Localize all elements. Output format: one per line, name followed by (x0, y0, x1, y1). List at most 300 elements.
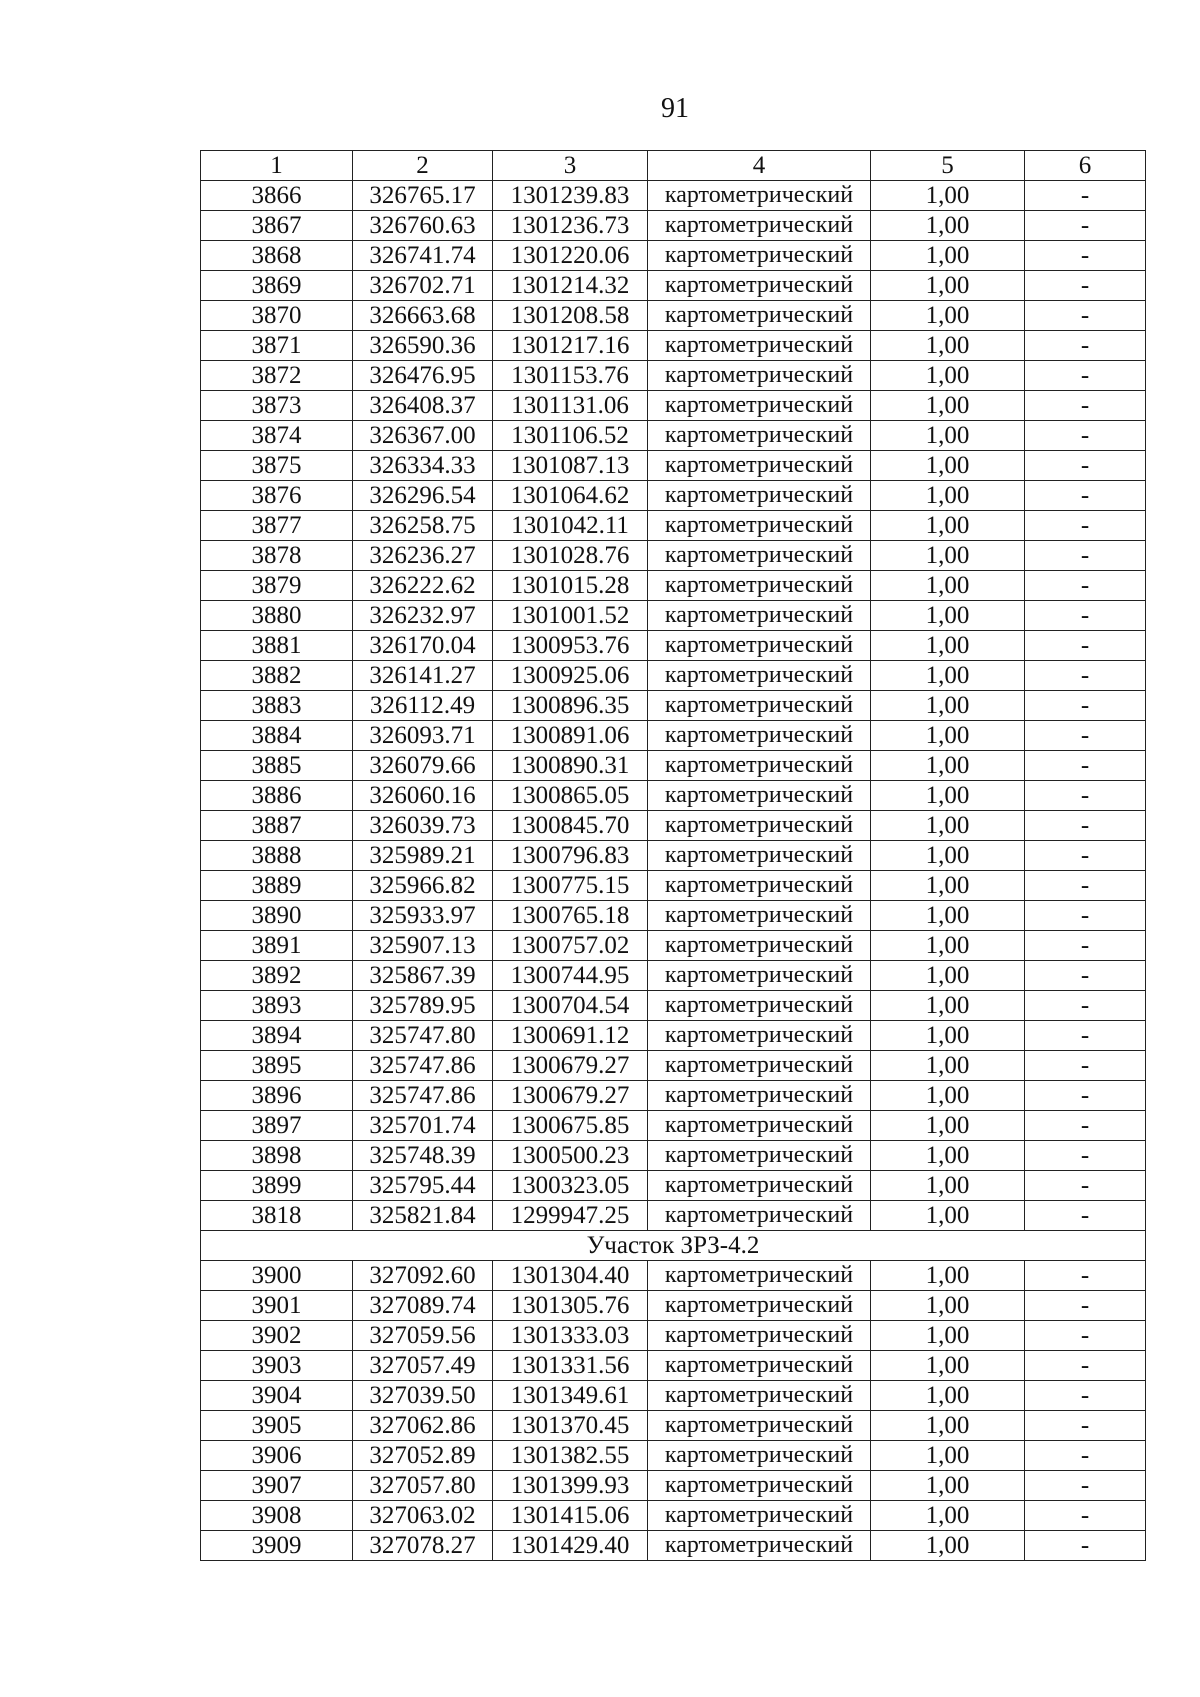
note-cell: - (1025, 1291, 1146, 1321)
accuracy-cell: 1,00 (871, 1081, 1025, 1111)
column-header: 4 (648, 151, 871, 181)
point-number-cell: 3870 (201, 301, 353, 331)
x-coordinate-cell: 326258.75 (353, 511, 493, 541)
note-cell: - (1025, 1111, 1146, 1141)
table-row (201, 1051, 1146, 1081)
y-coordinate-cell: 1301349.61 (493, 1381, 648, 1411)
method-cell: картометрический (648, 1141, 871, 1171)
table-row (201, 1111, 1146, 1141)
x-coordinate-cell: 326476.95 (353, 361, 493, 391)
point-number-cell: 3880 (201, 601, 353, 631)
x-coordinate-cell: 326408.37 (353, 391, 493, 421)
method-cell: картометрический (648, 901, 871, 931)
point-number-cell: 3883 (201, 691, 353, 721)
method-cell: картометрический (648, 991, 871, 1021)
accuracy-cell: 1,00 (871, 721, 1025, 751)
method-cell: картометрический (648, 541, 871, 571)
point-number-cell: 3867 (201, 211, 353, 241)
note-cell: - (1025, 1201, 1146, 1231)
x-coordinate-cell: 325907.13 (353, 931, 493, 961)
method-cell: картометрический (648, 811, 871, 841)
point-number-cell: 3900 (201, 1261, 353, 1291)
table-row (201, 1501, 1146, 1531)
method-cell: картометрический (648, 841, 871, 871)
x-coordinate-cell: 325795.44 (353, 1171, 493, 1201)
point-number-cell: 3905 (201, 1411, 353, 1441)
y-coordinate-cell: 1301087.13 (493, 451, 648, 481)
x-coordinate-cell: 325867.39 (353, 961, 493, 991)
note-cell: - (1025, 601, 1146, 631)
table-row (201, 1141, 1146, 1171)
accuracy-cell: 1,00 (871, 541, 1025, 571)
point-number-cell: 3866 (201, 181, 353, 211)
method-cell: картометрический (648, 1531, 871, 1561)
table-row (201, 961, 1146, 991)
point-number-cell: 3892 (201, 961, 353, 991)
accuracy-cell: 1,00 (871, 1351, 1025, 1381)
accuracy-cell: 1,00 (871, 181, 1025, 211)
y-coordinate-cell: 1300796.83 (493, 841, 648, 871)
accuracy-cell: 1,00 (871, 451, 1025, 481)
table-row (201, 661, 1146, 691)
section-title-row (201, 1231, 1146, 1261)
table-row (201, 991, 1146, 1021)
y-coordinate-cell: 1301331.56 (493, 1351, 648, 1381)
note-cell: - (1025, 241, 1146, 271)
point-number-cell: 3897 (201, 1111, 353, 1141)
table-row (201, 361, 1146, 391)
y-coordinate-cell: 1299947.25 (493, 1201, 648, 1231)
x-coordinate-cell: 326141.27 (353, 661, 493, 691)
table-row (201, 451, 1146, 481)
y-coordinate-cell: 1300691.12 (493, 1021, 648, 1051)
accuracy-cell: 1,00 (871, 1141, 1025, 1171)
table-row (201, 601, 1146, 631)
accuracy-cell: 1,00 (871, 241, 1025, 271)
method-cell: картометрический (648, 781, 871, 811)
x-coordinate-cell: 326765.17 (353, 181, 493, 211)
x-coordinate-cell: 326236.27 (353, 541, 493, 571)
method-cell: картометрический (648, 331, 871, 361)
y-coordinate-cell: 1300500.23 (493, 1141, 648, 1171)
point-number-cell: 3868 (201, 241, 353, 271)
point-number-cell: 3875 (201, 451, 353, 481)
x-coordinate-cell: 326170.04 (353, 631, 493, 661)
y-coordinate-cell: 1300890.31 (493, 751, 648, 781)
y-coordinate-cell: 1301131.06 (493, 391, 648, 421)
note-cell: - (1025, 361, 1146, 391)
x-coordinate-cell: 326760.63 (353, 211, 493, 241)
column-header: 3 (493, 151, 648, 181)
x-coordinate-cell: 325747.80 (353, 1021, 493, 1051)
accuracy-cell: 1,00 (871, 811, 1025, 841)
note-cell: - (1025, 691, 1146, 721)
note-cell: - (1025, 841, 1146, 871)
y-coordinate-cell: 1301208.58 (493, 301, 648, 331)
note-cell: - (1025, 1051, 1146, 1081)
note-cell: - (1025, 1351, 1146, 1381)
y-coordinate-cell: 1301333.03 (493, 1321, 648, 1351)
note-cell: - (1025, 331, 1146, 361)
point-number-cell: 3869 (201, 271, 353, 301)
x-coordinate-cell: 325989.21 (353, 841, 493, 871)
y-coordinate-cell: 1300925.06 (493, 661, 648, 691)
point-number-cell: 3899 (201, 1171, 353, 1201)
y-coordinate-cell: 1300896.35 (493, 691, 648, 721)
x-coordinate-cell: 326093.71 (353, 721, 493, 751)
note-cell: - (1025, 1501, 1146, 1531)
note-cell: - (1025, 181, 1146, 211)
note-cell: - (1025, 1141, 1146, 1171)
x-coordinate-cell: 327089.74 (353, 1291, 493, 1321)
point-number-cell: 3881 (201, 631, 353, 661)
table-row (201, 721, 1146, 751)
point-number-cell: 3878 (201, 541, 353, 571)
point-number-cell: 3891 (201, 931, 353, 961)
accuracy-cell: 1,00 (871, 661, 1025, 691)
point-number-cell: 3898 (201, 1141, 353, 1171)
method-cell: картометрический (648, 1021, 871, 1051)
y-coordinate-cell: 1300775.15 (493, 871, 648, 901)
note-cell: - (1025, 991, 1146, 1021)
y-coordinate-cell: 1301001.52 (493, 601, 648, 631)
note-cell: - (1025, 211, 1146, 241)
y-coordinate-cell: 1300704.54 (493, 991, 648, 1021)
table-row (201, 1381, 1146, 1411)
y-coordinate-cell: 1301382.55 (493, 1441, 648, 1471)
note-cell: - (1025, 301, 1146, 331)
method-cell: картометрический (648, 451, 871, 481)
column-header: 5 (871, 151, 1025, 181)
point-number-cell: 3907 (201, 1471, 353, 1501)
method-cell: картометрический (648, 1351, 871, 1381)
table-row (201, 1021, 1146, 1051)
y-coordinate-cell: 1300675.85 (493, 1111, 648, 1141)
point-number-cell: 3873 (201, 391, 353, 421)
point-number-cell: 3888 (201, 841, 353, 871)
point-number-cell: 3879 (201, 571, 353, 601)
accuracy-cell: 1,00 (871, 1201, 1025, 1231)
accuracy-cell: 1,00 (871, 1501, 1025, 1531)
x-coordinate-cell: 325747.86 (353, 1051, 493, 1081)
point-number-cell: 3871 (201, 331, 353, 361)
method-cell: картометрический (648, 1381, 871, 1411)
accuracy-cell: 1,00 (871, 991, 1025, 1021)
x-coordinate-cell: 327039.50 (353, 1381, 493, 1411)
accuracy-cell: 1,00 (871, 1321, 1025, 1351)
table-row (201, 631, 1146, 661)
y-coordinate-cell: 1301064.62 (493, 481, 648, 511)
accuracy-cell: 1,00 (871, 1111, 1025, 1141)
note-cell: - (1025, 631, 1146, 661)
table-row (201, 691, 1146, 721)
method-cell: картометрический (648, 481, 871, 511)
x-coordinate-cell: 325821.84 (353, 1201, 493, 1231)
table-row (201, 541, 1146, 571)
accuracy-cell: 1,00 (871, 781, 1025, 811)
note-cell: - (1025, 1021, 1146, 1051)
x-coordinate-cell: 327057.49 (353, 1351, 493, 1381)
note-cell: - (1025, 931, 1146, 961)
x-coordinate-cell: 325933.97 (353, 901, 493, 931)
note-cell: - (1025, 811, 1146, 841)
table-row (201, 1261, 1146, 1291)
column-header: 1 (201, 151, 353, 181)
note-cell: - (1025, 1531, 1146, 1561)
accuracy-cell: 1,00 (871, 1441, 1025, 1471)
accuracy-cell: 1,00 (871, 1021, 1025, 1051)
accuracy-cell: 1,00 (871, 1411, 1025, 1441)
note-cell: - (1025, 661, 1146, 691)
section-title: Участок ЗРЗ-4.2 (201, 1231, 1146, 1261)
method-cell: картометрический (648, 391, 871, 421)
point-number-cell: 3886 (201, 781, 353, 811)
point-number-cell: 3876 (201, 481, 353, 511)
point-number-cell: 3882 (201, 661, 353, 691)
method-cell: картометрический (648, 1201, 871, 1231)
method-cell: картометрический (648, 301, 871, 331)
method-cell: картометрический (648, 691, 871, 721)
y-coordinate-cell: 1300765.18 (493, 901, 648, 931)
table-row (201, 1471, 1146, 1501)
table-row (201, 781, 1146, 811)
x-coordinate-cell: 325701.74 (353, 1111, 493, 1141)
table-row (201, 1351, 1146, 1381)
method-cell: картометрический (648, 631, 871, 661)
header-row (201, 151, 1146, 181)
method-cell: картометрический (648, 1411, 871, 1441)
y-coordinate-cell: 1301370.45 (493, 1411, 648, 1441)
x-coordinate-cell: 327063.02 (353, 1501, 493, 1531)
accuracy-cell: 1,00 (871, 631, 1025, 661)
y-coordinate-cell: 1301028.76 (493, 541, 648, 571)
note-cell: - (1025, 1441, 1146, 1471)
accuracy-cell: 1,00 (871, 961, 1025, 991)
method-cell: картометрический (648, 271, 871, 301)
method-cell: картометрический (648, 961, 871, 991)
note-cell: - (1025, 961, 1146, 991)
point-number-cell: 3901 (201, 1291, 353, 1321)
x-coordinate-cell: 326367.00 (353, 421, 493, 451)
y-coordinate-cell: 1301042.11 (493, 511, 648, 541)
point-number-cell: 3884 (201, 721, 353, 751)
y-coordinate-cell: 1300845.70 (493, 811, 648, 841)
accuracy-cell: 1,00 (871, 1381, 1025, 1411)
y-coordinate-cell: 1301153.76 (493, 361, 648, 391)
table-row (201, 481, 1146, 511)
method-cell: картометрический (648, 571, 871, 601)
accuracy-cell: 1,00 (871, 1261, 1025, 1291)
x-coordinate-cell: 327052.89 (353, 1441, 493, 1471)
method-cell: картометрический (648, 1111, 871, 1141)
y-coordinate-cell: 1301429.40 (493, 1531, 648, 1561)
note-cell: - (1025, 1081, 1146, 1111)
point-number-cell: 3903 (201, 1351, 353, 1381)
accuracy-cell: 1,00 (871, 1471, 1025, 1501)
point-number-cell: 3889 (201, 871, 353, 901)
x-coordinate-cell: 327062.86 (353, 1411, 493, 1441)
table-row (201, 1321, 1146, 1351)
accuracy-cell: 1,00 (871, 841, 1025, 871)
note-cell: - (1025, 391, 1146, 421)
method-cell: картометрический (648, 241, 871, 271)
column-header: 6 (1025, 151, 1146, 181)
note-cell: - (1025, 1321, 1146, 1351)
x-coordinate-cell: 326039.73 (353, 811, 493, 841)
note-cell: - (1025, 481, 1146, 511)
accuracy-cell: 1,00 (871, 1531, 1025, 1561)
note-cell: - (1025, 571, 1146, 601)
method-cell: картометрический (648, 1321, 871, 1351)
y-coordinate-cell: 1300865.05 (493, 781, 648, 811)
x-coordinate-cell: 326079.66 (353, 751, 493, 781)
note-cell: - (1025, 511, 1146, 541)
table-row (201, 1201, 1146, 1231)
method-cell: картометрический (648, 1171, 871, 1201)
y-coordinate-cell: 1301236.73 (493, 211, 648, 241)
x-coordinate-cell: 326296.54 (353, 481, 493, 511)
point-number-cell: 3874 (201, 421, 353, 451)
y-coordinate-cell: 1300744.95 (493, 961, 648, 991)
accuracy-cell: 1,00 (871, 421, 1025, 451)
y-coordinate-cell: 1301214.32 (493, 271, 648, 301)
x-coordinate-cell: 326741.74 (353, 241, 493, 271)
accuracy-cell: 1,00 (871, 1051, 1025, 1081)
method-cell: картометрический (648, 1471, 871, 1501)
x-coordinate-cell: 325789.95 (353, 991, 493, 1021)
table-row (201, 1171, 1146, 1201)
y-coordinate-cell: 1301239.83 (493, 181, 648, 211)
table-row (201, 511, 1146, 541)
y-coordinate-cell: 1301217.16 (493, 331, 648, 361)
accuracy-cell: 1,00 (871, 511, 1025, 541)
method-cell: картометрический (648, 601, 871, 631)
method-cell: картометрический (648, 1441, 871, 1471)
y-coordinate-cell: 1301304.40 (493, 1261, 648, 1291)
accuracy-cell: 1,00 (871, 931, 1025, 961)
table-row (201, 181, 1146, 211)
accuracy-cell: 1,00 (871, 691, 1025, 721)
accuracy-cell: 1,00 (871, 1291, 1025, 1321)
x-coordinate-cell: 327078.27 (353, 1531, 493, 1561)
point-number-cell: 3895 (201, 1051, 353, 1081)
accuracy-cell: 1,00 (871, 481, 1025, 511)
method-cell: картометрический (648, 931, 871, 961)
table-row (201, 271, 1146, 301)
method-cell: картометрический (648, 721, 871, 751)
note-cell: - (1025, 721, 1146, 751)
method-cell: картометрический (648, 871, 871, 901)
y-coordinate-cell: 1301415.06 (493, 1501, 648, 1531)
accuracy-cell: 1,00 (871, 1171, 1025, 1201)
y-coordinate-cell: 1300891.06 (493, 721, 648, 751)
y-coordinate-cell: 1300323.05 (493, 1171, 648, 1201)
point-number-cell: 3904 (201, 1381, 353, 1411)
note-cell: - (1025, 781, 1146, 811)
table-row (201, 841, 1146, 871)
point-number-cell: 3902 (201, 1321, 353, 1351)
table-row (201, 931, 1146, 961)
x-coordinate-cell: 327092.60 (353, 1261, 493, 1291)
point-number-cell: 3887 (201, 811, 353, 841)
y-coordinate-cell: 1300679.27 (493, 1081, 648, 1111)
point-number-cell: 3908 (201, 1501, 353, 1531)
point-number-cell: 3909 (201, 1531, 353, 1561)
note-cell: - (1025, 871, 1146, 901)
table-row (201, 241, 1146, 271)
note-cell: - (1025, 541, 1146, 571)
table-row (201, 1411, 1146, 1441)
x-coordinate-cell: 326663.68 (353, 301, 493, 331)
note-cell: - (1025, 451, 1146, 481)
accuracy-cell: 1,00 (871, 391, 1025, 421)
table-row (201, 211, 1146, 241)
table-row (201, 331, 1146, 361)
y-coordinate-cell: 1300953.76 (493, 631, 648, 661)
x-coordinate-cell: 327057.80 (353, 1471, 493, 1501)
x-coordinate-cell: 326334.33 (353, 451, 493, 481)
point-number-cell: 3872 (201, 361, 353, 391)
accuracy-cell: 1,00 (871, 301, 1025, 331)
point-number-cell: 3893 (201, 991, 353, 1021)
accuracy-cell: 1,00 (871, 361, 1025, 391)
table-row (201, 1291, 1146, 1321)
accuracy-cell: 1,00 (871, 751, 1025, 781)
point-number-cell: 3885 (201, 751, 353, 781)
column-header: 2 (353, 151, 493, 181)
x-coordinate-cell: 325747.86 (353, 1081, 493, 1111)
x-coordinate-cell: 326590.36 (353, 331, 493, 361)
x-coordinate-cell: 326222.62 (353, 571, 493, 601)
page-number: 91 (661, 93, 689, 124)
accuracy-cell: 1,00 (871, 871, 1025, 901)
note-cell: - (1025, 1261, 1146, 1291)
note-cell: - (1025, 901, 1146, 931)
y-coordinate-cell: 1300679.27 (493, 1051, 648, 1081)
table-row (201, 901, 1146, 931)
x-coordinate-cell: 326060.16 (353, 781, 493, 811)
y-coordinate-cell: 1301015.28 (493, 571, 648, 601)
point-number-cell: 3890 (201, 901, 353, 931)
table-body (201, 181, 1146, 1561)
method-cell: картометрический (648, 661, 871, 691)
table-row (201, 751, 1146, 781)
method-cell: картометрический (648, 421, 871, 451)
accuracy-cell: 1,00 (871, 571, 1025, 601)
method-cell: картометрический (648, 1261, 871, 1291)
method-cell: картометрический (648, 181, 871, 211)
table-row (201, 1081, 1146, 1111)
point-number-cell: 3896 (201, 1081, 353, 1111)
method-cell: картометрический (648, 361, 871, 391)
point-number-cell: 3894 (201, 1021, 353, 1051)
table-row (201, 811, 1146, 841)
method-cell: картометрический (648, 751, 871, 781)
note-cell: - (1025, 751, 1146, 781)
method-cell: картометрический (648, 1051, 871, 1081)
y-coordinate-cell: 1300757.02 (493, 931, 648, 961)
y-coordinate-cell: 1301399.93 (493, 1471, 648, 1501)
x-coordinate-cell: 325748.39 (353, 1141, 493, 1171)
method-cell: картометрический (648, 1501, 871, 1531)
method-cell: картометрический (648, 511, 871, 541)
accuracy-cell: 1,00 (871, 601, 1025, 631)
y-coordinate-cell: 1301220.06 (493, 241, 648, 271)
note-cell: - (1025, 421, 1146, 451)
table-row (201, 391, 1146, 421)
x-coordinate-cell: 325966.82 (353, 871, 493, 901)
point-number-cell: 3818 (201, 1201, 353, 1231)
